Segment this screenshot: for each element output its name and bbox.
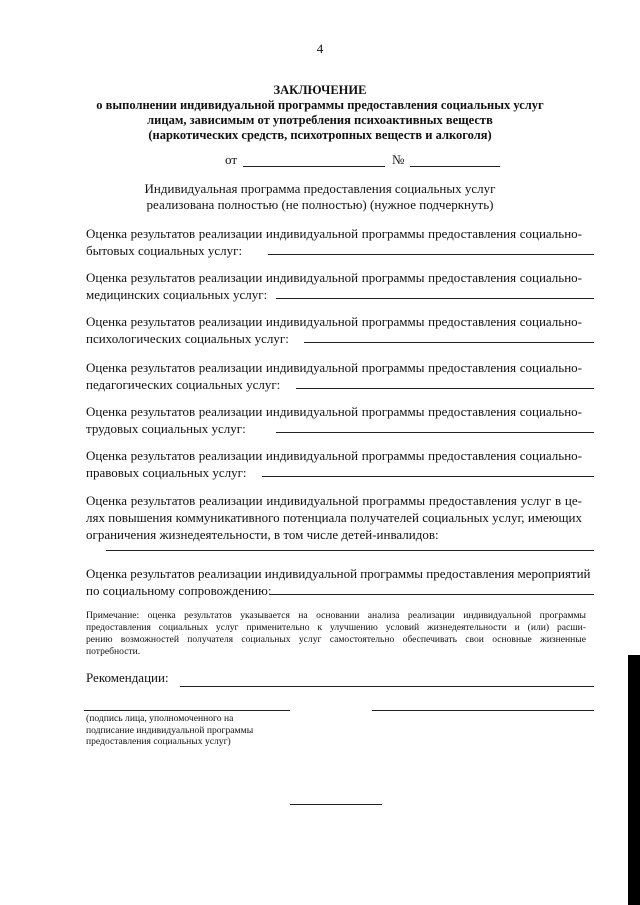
assessment-text: Оценка результатов реализации индивидуальной программы предоставления социально-: [86, 360, 582, 375]
assessment-psychological-field[interactable]: [304, 342, 594, 343]
document-title-line: о выполнении индивидуальной программы предоставления социальных услуг: [96, 98, 544, 112]
scan-edge-bar: [628, 655, 640, 905]
document-title-line: лицам, зависимым от употребления психоактивных веществ: [147, 113, 493, 127]
signature-caption-text: подписание индивидуальной программы: [86, 724, 254, 736]
note-text: предоставления социальных услуг применительно к улучшению условий жизнедеятельности и (или) расши-: [86, 622, 586, 633]
assessment-legal-field[interactable]: [262, 476, 594, 477]
note-text: потребности.: [86, 646, 141, 657]
assessment-text: педагогических социальных услуг:: [86, 377, 281, 392]
assessment-text: Оценка результатов реализации индивидуальной программы предоставления социально-: [86, 226, 582, 241]
assessment-medical-field[interactable]: [276, 298, 594, 299]
number-field[interactable]: [410, 166, 500, 167]
note-text: Примечание: оценка результатов указывается на основании анализа реализации индивидуальной программы: [86, 610, 586, 621]
recommendations-label: Рекомендации:: [86, 670, 169, 685]
page-number: 4: [316, 41, 324, 56]
assessment-text: Оценка результатов реализации индивидуальной программы предоставления социально-: [86, 314, 582, 329]
recommendations-field[interactable]: [180, 686, 594, 687]
assessment-text: медицинских социальных услуг:: [86, 287, 268, 302]
date-label: от: [225, 152, 238, 167]
document-heading: ЗАКЛЮЧЕНИЕ: [273, 83, 367, 97]
assessment-text: Оценка результатов реализации индивидуальной программы предоставления социально-: [86, 448, 582, 463]
signature-caption-text: предоставления социальных услуг): [86, 736, 231, 747]
note: [86, 610, 586, 658]
closing-divider: [290, 804, 382, 805]
signature-name-line[interactable]: [372, 710, 594, 711]
assessment-pedagogical-field[interactable]: [296, 388, 594, 389]
program-status-line: Индивидуальная программа предоставления социальных услуг: [144, 181, 496, 196]
number-label: №: [392, 152, 405, 167]
assessment-text: Оценка результатов реализации индивидуальной программы предоставления социально-: [86, 270, 582, 285]
assessment-communicative: [86, 492, 582, 543]
assessment-text: Оценка результатов реализации индивидуальной программы предоставления мероприятий: [86, 566, 591, 581]
program-status-line: реализована полностью (не полностью) (нужное подчеркнуть): [146, 197, 494, 212]
assessment-text: ограничения жизнедеятельности, в том числе детей-инвалидов:: [86, 527, 439, 542]
assessment-text: лях повышения коммуникативного потенциала получателей социальных услуг, имеющих: [86, 510, 582, 525]
date-number-line: [0, 152, 640, 170]
assessment-household-field[interactable]: [268, 254, 594, 255]
date-field[interactable]: [243, 166, 385, 167]
assessment-text: Оценка результатов реализации индивидуальной программы предоставления социально-: [86, 404, 582, 419]
assessment-text: по социальному сопровождению:: [86, 583, 272, 598]
assessment-labor-field[interactable]: [276, 432, 594, 433]
assessment-text: бытовых социальных услуг:: [86, 243, 243, 258]
note-text: рению возможностей получателя социальных услуг самостоятельно обеспечивать свои основные жизненные: [86, 634, 586, 645]
assessment-text: психологических социальных услуг:: [86, 331, 289, 346]
assessment-text: трудовых социальных услуг:: [86, 421, 246, 436]
signature-line[interactable]: [84, 710, 290, 711]
document-title-line: (наркотических средств, психотропных веществ и алкоголя): [148, 128, 492, 142]
signature-caption: [86, 713, 326, 748]
assessment-text: правовых социальных услуг:: [86, 465, 247, 480]
assessment-social-support-field[interactable]: [270, 594, 594, 595]
signature-caption-text: (подпись лица, уполномоченного на: [86, 713, 234, 724]
assessment-communicative-field[interactable]: [106, 550, 594, 551]
assessment-text: Оценка результатов реализации индивидуальной программы предоставления услуг в це-: [86, 493, 582, 508]
